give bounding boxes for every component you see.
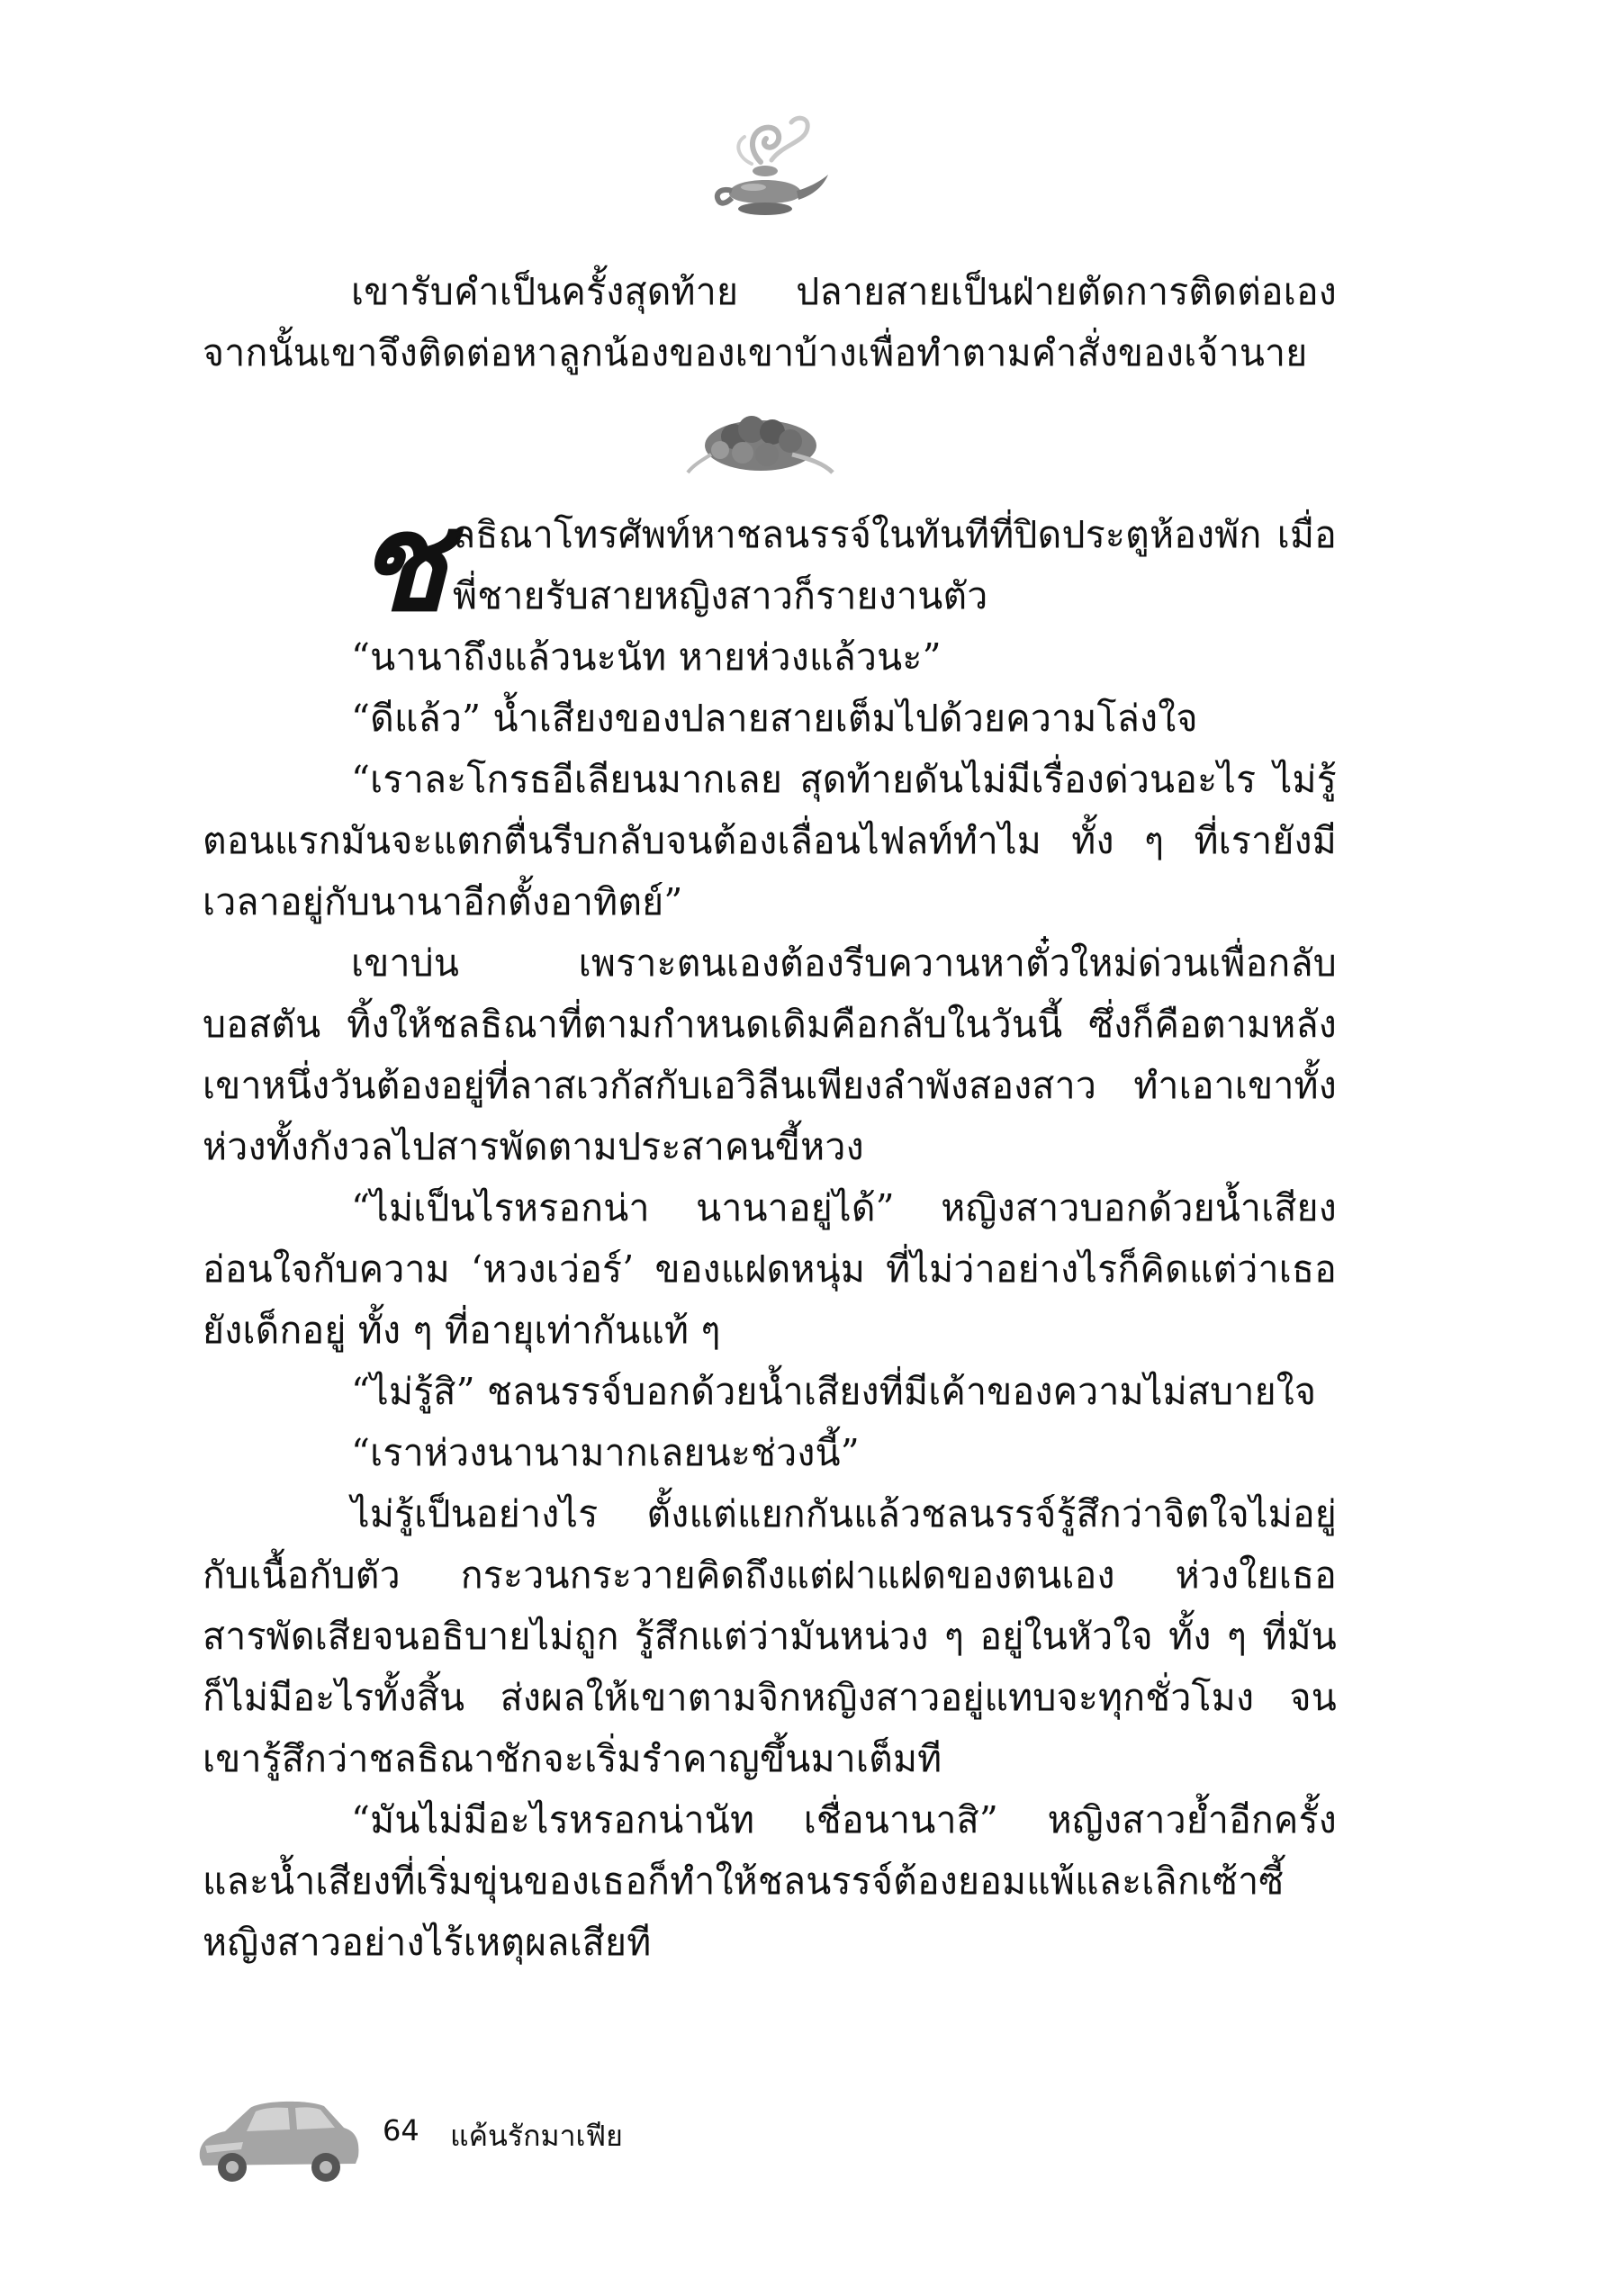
paragraph: “ไม่เป็นไรหรอกน่า นานาอยู่ได้” หญิงสาวบอกด้วยน้ำเสียงอ่อนใจกับความ ‘หวงเว่อร์’ ของแฝดหนุ่ม ที่ไม่ว่าอย่างไรก็คิดแต่ว่าเธอยังเด็กอยู่ ทั้ง ๆ ที่อายุเท่ากันแท้ ๆ <box>203 1186 1337 1352</box>
opening-paragraph-text: ลธิณาโทรศัพท์หาชลนรรจ์ในทันทีที่ปิดประตูห้องพัก เมื่อพี่ชายรับสายหญิงสาวก็รายงานตัว <box>453 513 1337 617</box>
opening-paragraph <box>203 483 1337 642</box>
car-icon <box>189 2088 365 2187</box>
paragraph: ไม่รู้เป็นอย่างไร ตั้งแต่แยกกันแล้วชลนรรจ์รู้สึกว่าจิตใจไม่อยู่กับเนื้อกับตัว กระวนกระวายคิดถึงแต่ฝาแฝดของตนเอง ห่วงใยเธอสารพัดเสียจนอธิบายไม่ถูก รู้สึกแต่ว่ามันหน่วง ๆ อยู่ในหัวใจ ทั้ง ๆ ที่มันก็ไม่มีอะไรทั้งสิ้น ส่งผลให้เขาตามจิกหญิงสาวอยู่แทบจะทุกชั่วโมง จนเขารู้สึกว่าชลธิณาชักจะเริ่มรำคาญขึ้นมาเต็มที <box>203 1492 1337 1780</box>
paragraph: “ไม่รู้สิ” ชลนรรจ์บอกด้วยน้ำเสียงที่มีเค้าของความไม่สบายใจ <box>351 1370 1317 1413</box>
page-footer <box>189 2079 909 2196</box>
paragraph: “เราละโกรธอีเลียนมากเลย สุดท้ายดันไม่มีเรื่องด่วนอะไร ไม่รู้ตอนแรกมันจะแตกตื่นรีบกลับจนต้องเลื่อนไฟลท์ทำไม ทั้ง ๆ ที่เรายังมีเวลาอยู่กับนานาอีกตั้งอาทิตย์” <box>203 758 1337 923</box>
paragraph: เขารับคำเป็นครั้งสุดท้าย ปลายสายเป็นฝ่ายตัดการติดต่อเอง จากนั้นเขาจึงติดต่อหาลูกน้องของเขาบ้างเพื่อทำตามคำสั่งของเจ้านาย <box>203 270 1337 374</box>
flower-bouquet-icon <box>684 401 837 482</box>
paragraph: “นานาถึงแล้วนะนัท หายห่วงแล้วนะ” <box>351 635 942 679</box>
page-number: 64 <box>383 2113 419 2147</box>
paragraph: “เราห่วงนานามากเลยนะช่วงนี้” <box>351 1431 860 1474</box>
book-title: แค้นรักมาเฟีย <box>450 2119 623 2153</box>
paragraph: เขาบ่น เพราะตนเองต้องรีบควานหาตั๋วใหม่ด่วนเพื่อกลับบอสตัน ทิ้งให้ชลธิณาที่ตามกำหนดเดิมคือกลับในวันนี้ ซึ่งก็คือตามหลังเขาหนึ่งวันต้องอยู่ที่ลาสเวกัสกับเอวิลีนเพียงลำพังสองสาว ทำเอาเขาทั้งห่วงทั้งกังวลไปสารพัดตามประสาคนขี้หวง <box>203 941 1337 1168</box>
paragraph: “ดีแล้ว” น้ำเสียงของปลายสายเต็มไปด้วยความโล่งใจ <box>351 697 1198 740</box>
paragraph: “มันไม่มีอะไรหรอกน่านัท เชื่อนานาสิ” หญิงสาวย้ำอีกครั้ง และน้ำเสียงที่เริ่มขุ่นของเธอก็ทำให้ชลนรรจ์ต้องยอมแพ้และเลิกเซ้าซี้หญิงสาวอย่างไร้เหตุผลเสียที <box>203 1798 1337 1964</box>
chapter-section <box>203 483 1337 1973</box>
drop-cap: ช <box>356 483 448 642</box>
magic-lamp-icon <box>698 108 833 234</box>
closing-paragraph-section <box>203 261 1337 383</box>
